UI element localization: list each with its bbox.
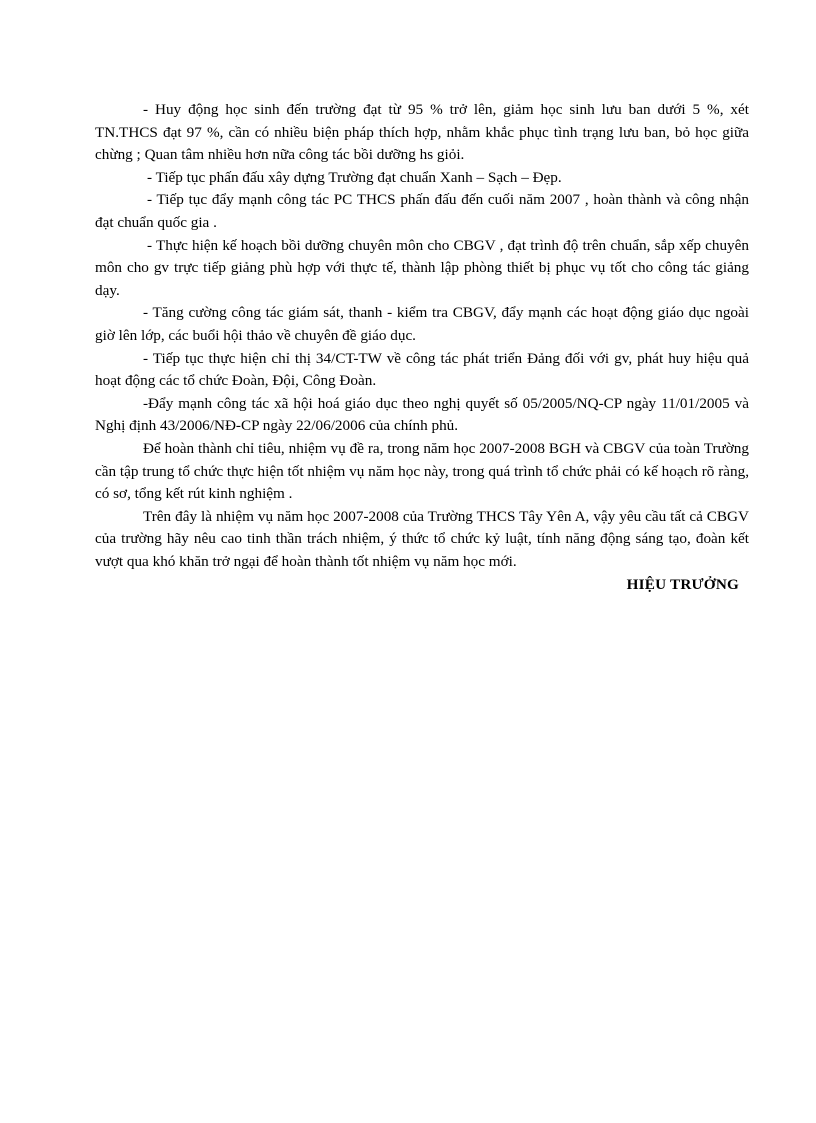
- document-page: [95, 99, 749, 597]
- paragraph-closing: Trên đây là nhiệm vụ năm học 2007-2008 của Trường THCS Tây Yên A, vậy yêu cầu tất cả CBGV của trường hãy nêu cao tinh thần trách nhiệm, ý thức tổ chức kỷ luật, tính năng động sáng tạo, đoàn kết vượt qua khó khăn trở ngại để hoàn thành tốt nhiệm vụ năm học mới.: [95, 507, 749, 570]
- paragraph-goals-completion: Để hoàn thành chỉ tiêu, nhiệm vụ đề ra, trong năm học 2007-2008 BGH và CBGV của toàn Trường cần tập trung tổ chức thực hiện tốt nhiệm vụ năm học này, trong quá trình tổ chức phải có kế hoạch rõ ràng, có sơ, tổng kết rút kinh nghiệm .: [95, 439, 749, 503]
- paragraph-pc-thcs: - Tiếp tục đẩy mạnh công tác PC THCS phấn đấu đến cuối năm 2007 , hoàn thành và công nhận đạt chuẩn quốc gia .: [95, 191, 749, 231]
- paragraph-green-clean-school: - Tiếp tục phấn đấu xây dựng Trường đạt chuẩn Xanh – Sạch – Đẹp.: [147, 168, 562, 186]
- paragraph-socialization: -Đẩy mạnh công tác xã hội hoá giáo dục theo nghị quyết số 05/2005/NQ-CP ngày 11/01/2005 và Nghị định 43/2006/NĐ-CP ngày 22/06/2006 của chính phủ.: [95, 394, 749, 435]
- paragraph-student-mobilization: - Huy động học sinh đến trường đạt từ 95 % trở lên, giảm học sinh lưu ban dưới 5 %, xét TN.THCS đạt 97 %, cần có nhiều biện pháp thích hợp, nhằm khắc phục tình trạng lưu ban, bỏ học giữa chừng ; Quan tâm nhiều hơn nữa công tác bồi dưỡng hs giỏi.: [95, 101, 749, 164]
- paragraph-supervision: - Tăng cường công tác giám sát, thanh - kiểm tra CBGV, đẩy mạnh các hoạt động giáo dục ngoài giờ lên lớp, các buổi hội thảo về chuyên đề giáo dục.: [95, 304, 749, 344]
- paragraph-teacher-training: - Thực hiện kế hoạch bồi dưỡng chuyên môn cho CBGV , đạt trình độ trên chuẩn, sắp xếp chuyên môn cho gv trực tiếp giảng phù hợp với thực tế, thành lập phòng thiết bị phục vụ tốt cho công tác giảng dạy.: [95, 236, 749, 299]
- paragraph-directive-34: - Tiếp tục thực hiện chỉ thị 34/CT-TW về công tác phát triển Đảng đối với gv, phát huy hiệu quả hoạt động các tổ chức Đoàn, Đội, Công Đoàn.: [95, 349, 749, 390]
- signature-principal: HIỆU TRƯỞNG: [626, 576, 739, 594]
